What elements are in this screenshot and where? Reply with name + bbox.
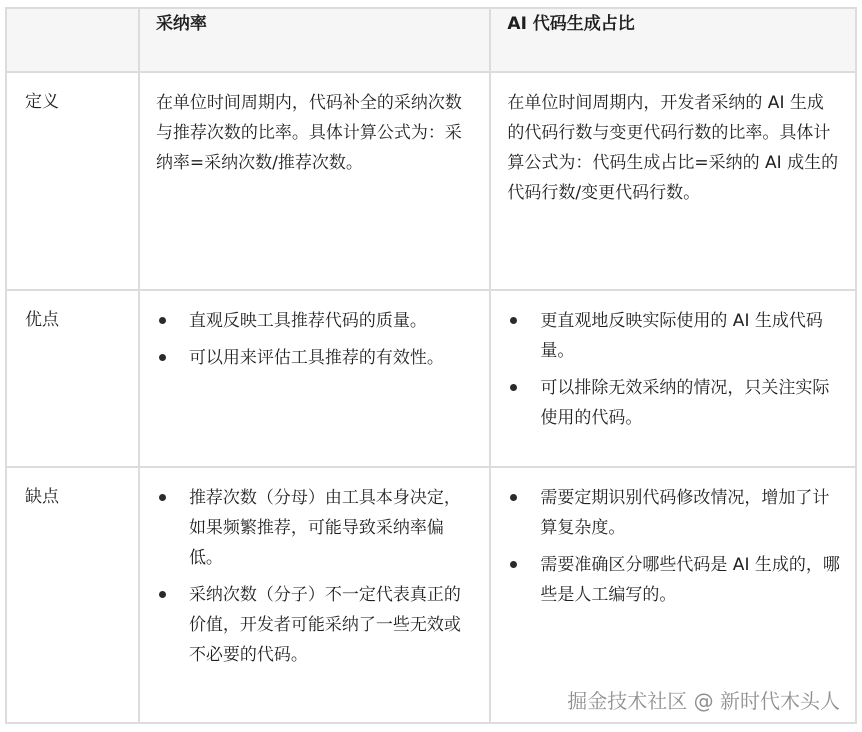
header-ai-code-ratio: AI 代码生成占比 [490,8,856,72]
list-item: 可以用来评估工具推荐的有效性。 [156,343,475,373]
header-empty-cell [6,8,139,72]
cons-adoption-rate [139,467,490,723]
table-row-definition [6,72,856,290]
pros-adoption-rate [139,290,490,467]
list-item: 需要准确区分哪些代码是 AI 生成的，哪些是人工编写的。 [507,550,841,610]
table-row-pros [6,290,856,467]
cons-adoption-rate-list [140,468,489,670]
list-item: 推荐次数（分母）由工具本身决定，如果频繁推荐，可能导致采纳率偏低。 [156,483,475,573]
pros-ai-code-ratio [490,290,856,467]
watermark: 掘金技术社区 @ 新时代木头人 [567,689,840,713]
comparison-table [5,7,857,724]
row-label-definition: 定义 [6,72,139,290]
table-header-row [6,8,856,72]
pros-ai-code-ratio-list [491,291,855,433]
list-item: 更直观地反映实际使用的 AI 生成代码量。 [507,306,841,366]
row-label-cons: 缺点 [6,467,139,723]
list-item: 直观反映工具推荐代码的质量。 [156,306,475,336]
list-item: 需要定期识别代码修改情况，增加了计算复杂度。 [507,483,841,543]
list-item: 采纳次数（分子）不一定代表真正的价值，开发者可能采纳了一些无效或不必要的代码。 [156,580,475,670]
definition-ai-code-ratio: 在单位时间周期内，开发者采纳的 AI 生成的代码行数与变更代码行数的比率。具体计算公式为：代码生成占比=采纳的 AI 成生的代码行数/变更代码行数。 [490,72,856,290]
pros-adoption-rate-list [140,291,489,373]
header-adoption-rate: 采纳率 [139,8,490,72]
list-item: 可以排除无效采纳的情况，只关注实际使用的代码。 [507,373,841,433]
definition-adoption-rate: 在单位时间周期内，代码补全的采纳次数与推荐次数的比率。具体计算公式为：采纳率=采纳次数/推荐次数。 [139,72,490,290]
row-label-pros: 优点 [6,290,139,467]
cons-ai-code-ratio-list [491,468,855,610]
